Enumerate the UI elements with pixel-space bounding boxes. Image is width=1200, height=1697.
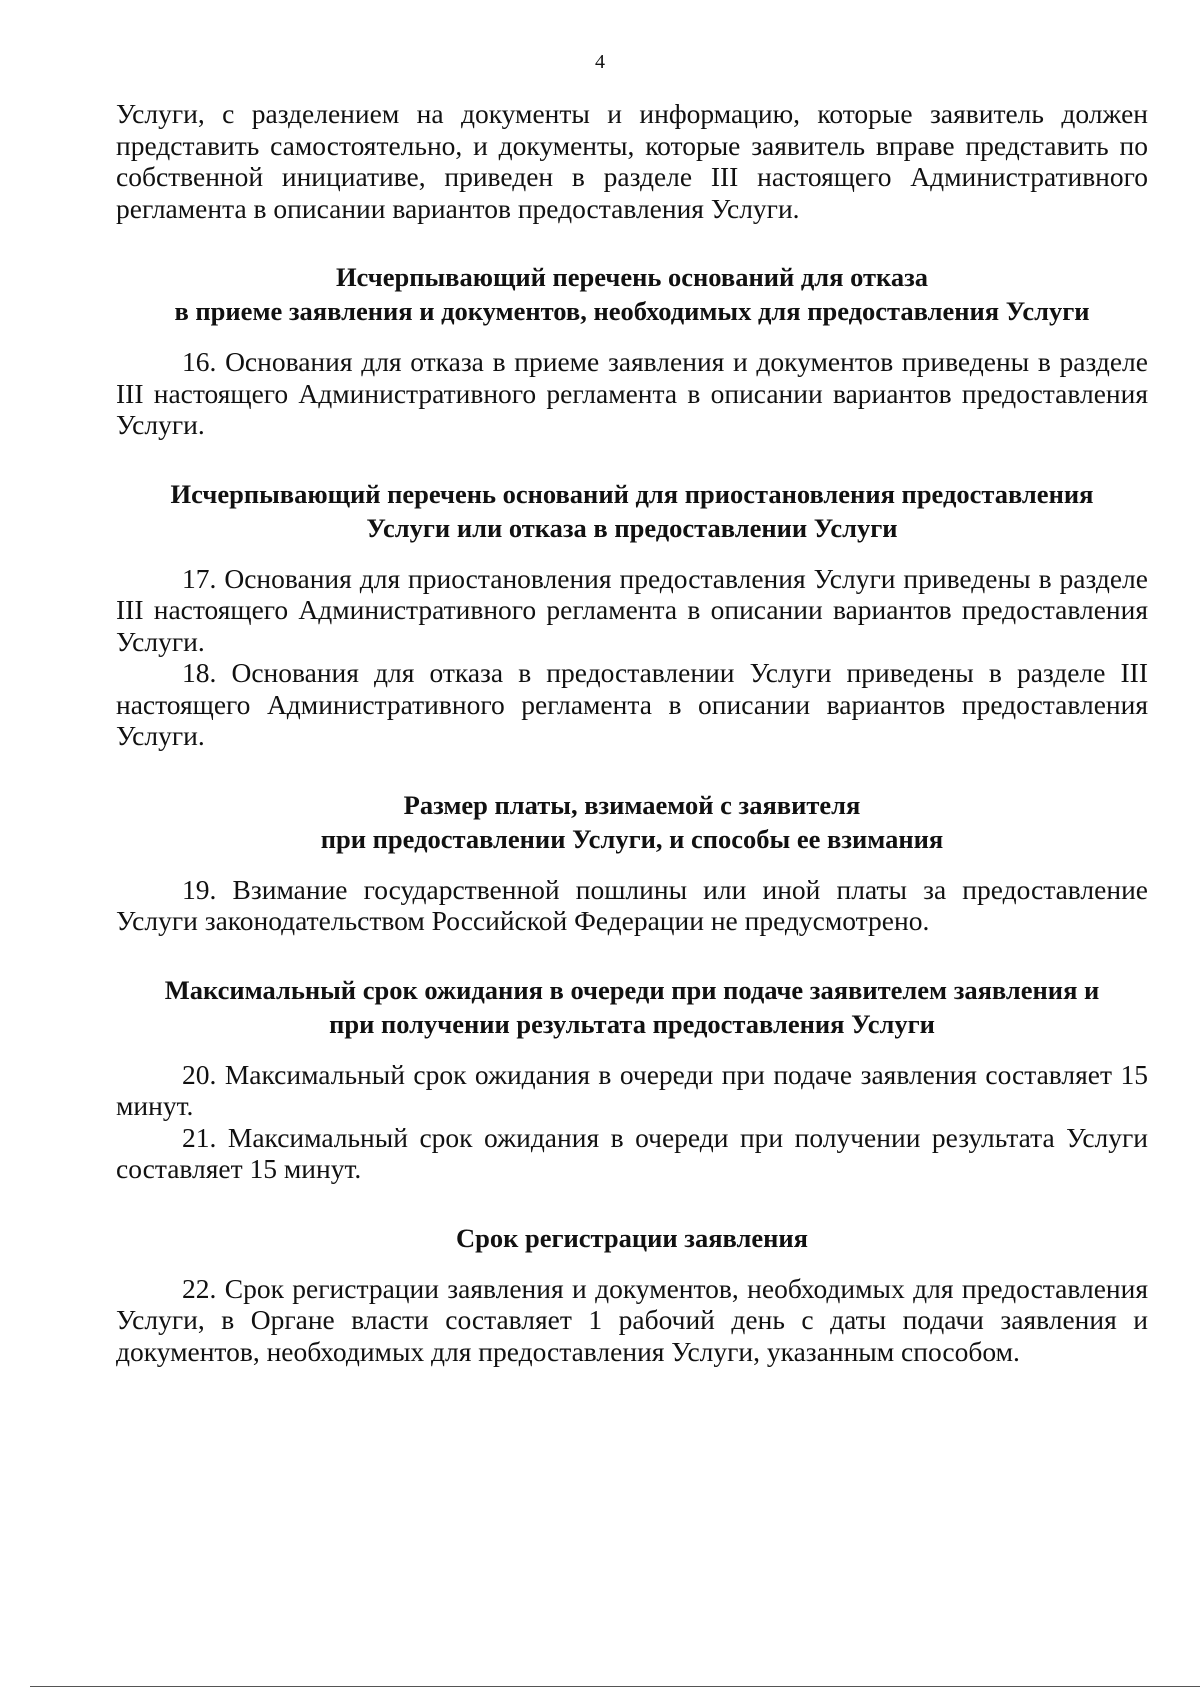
heading-line: при предоставлении Услуги, и способы ее взимания — [320, 823, 944, 854]
paragraph-16: 16. Основания для отказа в приеме заявления и документов приведены в разделе III настоящего Административного регламента в описании вариантов предоставления Услуги. — [116, 346, 1148, 440]
paragraph-21: 21. Максимальный срок ожидания в очереди при получении результата Услуги составляет 15 минут. — [116, 1121, 1148, 1184]
heading-line: Размер платы, взимаемой с заявителя — [403, 789, 861, 820]
section-heading-registration — [116, 1221, 1148, 1255]
page-number: 4 — [595, 51, 605, 73]
paragraph-intro: Услуги, с разделением на документы и информацию, которые заявитель должен представить самостоятельно, и документы, которые заявитель вправе представить по собственной инициативе, приведен в разделе III настоящего Административного регламента в описании вариантов предоставления Услуги. — [116, 98, 1148, 224]
paragraph-20: 20. Максимальный срок ожидания в очереди при подаче заявления составляет 15 минут. — [116, 1058, 1148, 1121]
section-heading-fee — [116, 788, 1148, 856]
paragraph-18: 18. Основания для отказа в предоставлении Услуги приведены в разделе III настоящего Административного регламента в описании вариантов предоставления Услуги. — [116, 657, 1148, 751]
heading-line: Максимальный срок ожидания в очереди при подаче заявителем заявления и — [164, 974, 1100, 1005]
paragraph-17: 17. Основания для приостановления предоставления Услуги приведены в разделе III настоящего Административного регламента в описании вариантов предоставления Услуги. — [116, 562, 1148, 657]
heading-line: Услуги или отказа в предоставлении Услуги — [366, 512, 898, 543]
heading-line: Исчерпывающий перечень оснований для приостановления предоставления — [170, 478, 1094, 509]
heading-line: при получении результата предоставления Услуги — [329, 1008, 935, 1039]
heading-line: в приеме заявления и документов, необходимых для предоставления Услуги — [174, 296, 1090, 326]
bottom-divider — [30, 1686, 1200, 1687]
paragraph-19: 19. Взимание государственной пошлины или иной платы за предоставление Услуги законодательством Российской Федерации не предусмотрено. — [116, 873, 1148, 936]
document-body — [116, 98, 1148, 1367]
heading-line: Исчерпывающий перечень оснований для отказа — [335, 262, 929, 292]
section-heading-suspension-grounds — [116, 477, 1148, 545]
section-heading-queue-time — [116, 973, 1148, 1041]
heading-line: Срок регистрации заявления — [455, 1222, 809, 1253]
paragraph-22: 22. Срок регистрации заявления и документов, необходимых для предоставления Услуги, в Органе власти составляет 1 рабочий день с даты подачи заявления и документов, необходимых для предоставления Услуги, указанным способом. — [116, 1272, 1148, 1367]
section-heading-refusal-grounds — [116, 260, 1148, 328]
